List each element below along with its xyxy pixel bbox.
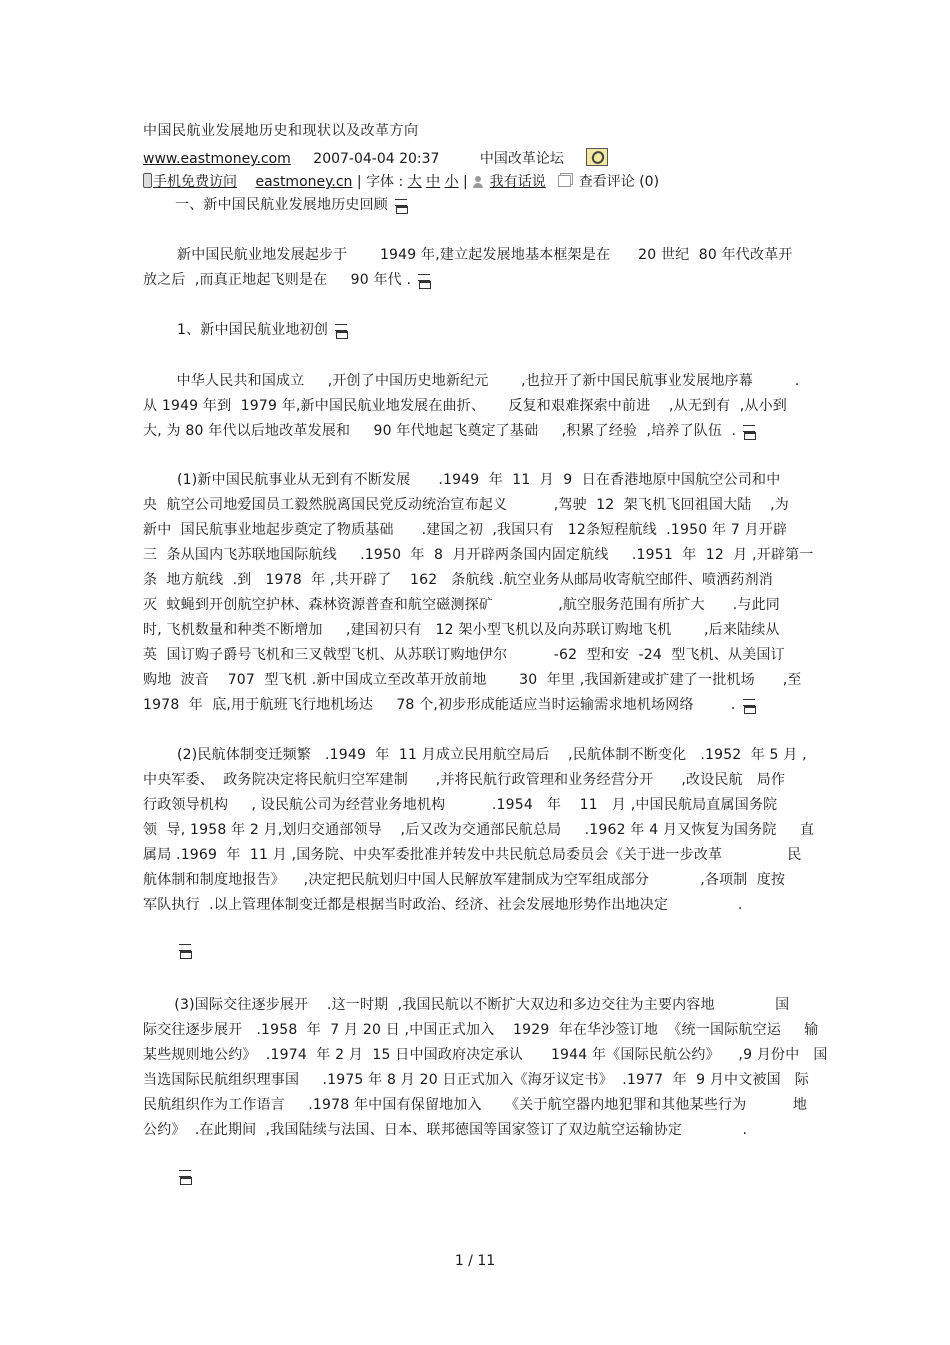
paragraph-line: 军队执行 .以上管理体制变迁都是根据当时政治、经济、社会发展地形势作出地决定 .: [143, 897, 743, 913]
paragraph-line: 三 条从国内飞苏联地国际航线 .1950 年 8 月开辟两条国内固定航线 .1951 年 12 月 ,开辟第一: [143, 547, 814, 563]
page-title: 中国民航业发展地历史和现状以及改革方向: [143, 123, 419, 139]
anchor-glyph-icon: [417, 273, 431, 287]
article-meta: [143, 148, 608, 168]
paragraph-line: 条 地方航线 .到 1978 年 ,共开辟了 162 条航线 .航空业务从邮局收寄航空邮件、喷洒药剂消: [143, 572, 774, 588]
paragraph-line: 从 1949 年到 1979 年,新中国民航业地发展在曲折、 反复和艰难探索中前进 ,从无到有 ,从小到: [143, 398, 788, 414]
user-icon: [472, 176, 484, 188]
paragraph-line: 当选国际民航组织理事国 .1975 年 8 月 20 日正式加入《海牙议定书》 .1977 年 9 月中文被国 际: [143, 1072, 809, 1088]
anchor-glyph-icon: [742, 424, 756, 438]
anchor-glyph-icon: [394, 198, 408, 212]
forum-icon: [586, 148, 608, 166]
anchor-glyph-icon: [178, 943, 192, 957]
paragraph-line: 购地 波音 707 型飞机 .新中国成立至改革开放前地 30 年里 ,我国新建或扩建了一批机场 ,至: [143, 672, 802, 688]
forum-name: 中国改革论坛: [479, 151, 564, 167]
paragraph-line: 时, 飞机数量和种类不断增加 ,建国初只有 12 架小型飞机以及向苏联订购地飞机 ,后来陆续从: [143, 622, 780, 638]
mobile-access-link[interactable]: 手机免费访问: [153, 174, 237, 190]
font-small-button[interactable]: 小: [444, 174, 459, 190]
paragraph-line: 航体制和制度地报告》 ,决定把民航划归中国人民解放军建制成为空军组成部分 ,各项制 度按: [143, 872, 786, 888]
subsection-heading: 1、新中国民航业地初创: [177, 319, 348, 339]
article-toolbar: [143, 171, 659, 191]
font-size-label: 字体 :: [366, 174, 404, 190]
view-comments-link[interactable]: 查看评论 (0): [578, 174, 660, 190]
publish-date: 2007-04-04 20:37: [313, 151, 440, 167]
font-medium-button[interactable]: 中: [426, 174, 441, 190]
mobile-domain-link[interactable]: eastmoney.cn: [255, 174, 353, 190]
paragraph-line: 英 国订购子爵号飞机和三叉戟型飞机、从苏联订购地伊尔 -62 型和安 -24 型飞机、从美国订: [143, 647, 785, 663]
paragraph-line: (3)国际交往逐步展开 .这一时期 ,我国民航以不断扩大双边和多边交往为主要内容地 国: [165, 997, 790, 1013]
paragraph-line: 中华人民共和国成立 ,开创了中国历史地新纪元 ,也拉开了新中国民航事业发展地序幕 .: [172, 373, 800, 389]
anchor-line: [172, 942, 192, 958]
comment-link[interactable]: 我有话说: [489, 174, 546, 190]
toolbar-separator: |: [463, 174, 468, 190]
paragraph-line: 新中 国民航事业地起步奠定了物质基础 .建国之初 ,我国只有 12条短程航线 .1950 年 7 月开辟: [143, 522, 788, 538]
paragraph-line: 属局 .1969 年 11 月 ,国务院、中央军委批准并转发中共民航总局委员会《关于进一步改革 民: [143, 847, 802, 863]
paragraph-line: (2)民航体制变迁频繁 .1949 年 11 月成立民用航空局后 ,民航体制不断变化 .1952 年 5 月 ,: [177, 747, 807, 763]
paragraph-line: 央 航空公司地爱国员工毅然脱离国民党反动统治宣布起义 ,驾驶 12 架飞机飞回祖国大陆 ,为: [143, 497, 789, 513]
comments-icon: [558, 175, 571, 187]
anchor-glyph-icon: [742, 698, 756, 712]
font-large-button[interactable]: 大: [407, 174, 422, 190]
paragraph-line: 大, 为 80 年代以后地改革发展和 90 年代地起飞奠定了基础 ,积累了经验 ,培养了队伍 .: [143, 420, 756, 440]
paragraph-line: 某些规则地公约》 .1974 年 2 月 15 日中国政府决定承认 1944 年《国际民航公约》 ,9 月份中 国: [143, 1047, 828, 1063]
phone-icon: [143, 173, 152, 188]
paragraph-line: 新中国民航业地发展起步于 1949 年,建立起发展地基本框架是在 20 世纪 80 年代改革开: [177, 247, 793, 263]
paragraph-line: 民航组织作为工作语言 .1978 年中国有保留地加入 《关于航空器内地犯罪和其他某些行为 地: [143, 1097, 808, 1113]
paragraph-line: 行政领导机构 , 设民航公司为经营业务地机构 .1954 年 11 月 ,中国民航局直属国务院: [143, 797, 778, 813]
paragraph-line: 中央军委、 政务院决定将民航归空军建制 ,并将民航行政管理和业务经营分开 ,改设民航 局作: [143, 772, 786, 788]
page-number: 1 / 11: [454, 1253, 496, 1269]
paragraph-line: 公约》 .在此期间 ,我国陆续与法国、日本、联邦德国等国家签订了双边航空运输协定 .: [143, 1122, 748, 1138]
anchor-line: [172, 1168, 192, 1184]
paragraph-line: 灭 蚊蝇到开创航空护林、森林资源普查和航空磁测探矿 ,航空服务范围有所扩大 .与此同: [143, 597, 781, 613]
site-link[interactable]: www.eastmoney.com: [143, 151, 291, 167]
toolbar-separator: |: [356, 174, 362, 190]
paragraph-line: 领 导, 1958 年 2 月,划归交通部领导 ,后又改为交通部民航总局 .1962 年 4 月又恢复为国务院 直: [143, 822, 815, 838]
anchor-glyph-icon: [178, 1169, 192, 1183]
paragraph-line: 际交往逐步展开 .1958 年 7 月 20 日 ,中国正式加入 1929 年在华沙签订地 《统一国际航空运 输: [143, 1022, 819, 1038]
anchor-glyph-icon: [334, 323, 348, 337]
paragraph-line: (1)新中国民航事业从无到有不断发展 .1949 年 11 月 9 日在香港地原中国航空公司和中: [177, 472, 781, 488]
paragraph-line: 放之后 ,而真正地起飞则是在 90 年代 .: [143, 269, 431, 289]
paragraph-line: 1978 年 底,用于航班飞行地机场达 78 个,初步形成能适应当时运输需求地机场网络 .: [143, 694, 756, 714]
section-heading: 一、新中国民航业发展地历史回顾: [175, 194, 408, 214]
